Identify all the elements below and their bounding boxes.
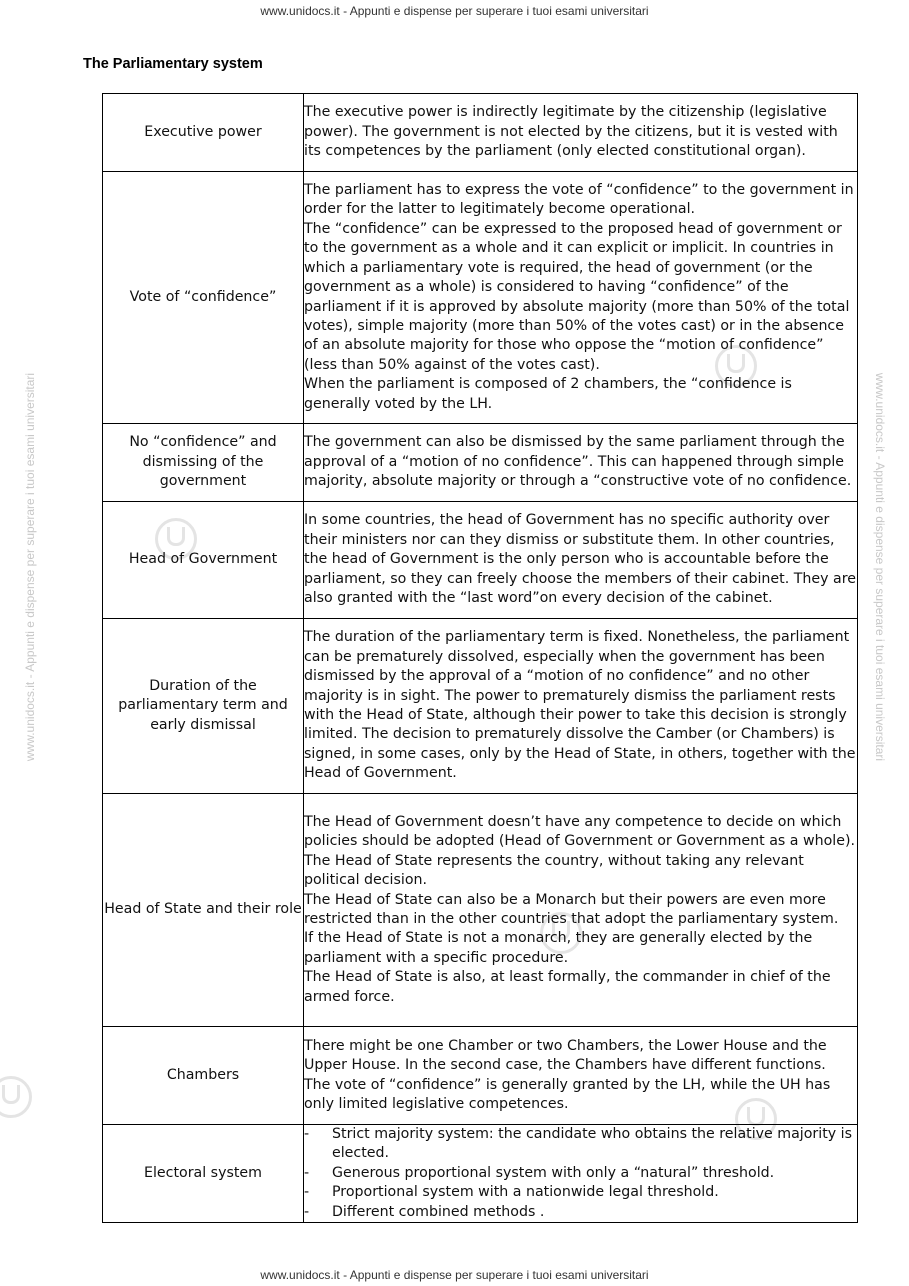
- footer-watermark-banner: www.unidocs.it - Appunti e dispense per superare i tuoi esami universitari: [260, 1268, 649, 1282]
- list-item-text: Strict majority system: the candidate who obtains the relative majority is elected.: [332, 1126, 852, 1162]
- list-item: [304, 1203, 857, 1222]
- row-description-cell: [304, 94, 858, 172]
- table-row: [103, 1027, 858, 1125]
- list-dash-marker: -: [304, 1184, 310, 1201]
- row-description-cell: [304, 1027, 858, 1125]
- row-description-cell: [304, 794, 858, 1027]
- list-item-text: Generous proportional system with only a “natural” threshold.: [332, 1164, 775, 1181]
- parliamentary-system-table: [102, 93, 858, 1223]
- list-dash-marker: -: [304, 1126, 310, 1142]
- row-description-cell: [304, 172, 858, 424]
- list-item-text: Different combined methods .: [332, 1203, 545, 1220]
- list-dash-marker: -: [304, 1203, 310, 1220]
- row-topic-cell: Vote of “confidence”: [103, 172, 304, 424]
- table-row: [103, 794, 858, 1027]
- description-paragraph: The parliament has to express the vote of “confidence” to the government in order for the latter to legitimately become operational.: [304, 182, 854, 218]
- table-row: [103, 502, 858, 619]
- row-description-cell: [304, 619, 858, 794]
- row-topic-cell: Duration of the parliamentary term and early dismissal: [103, 619, 304, 794]
- unidocs-logo-icon: [0, 1076, 32, 1118]
- table-row: [103, 94, 858, 172]
- table-row: [103, 619, 858, 794]
- table-row: [103, 1125, 858, 1223]
- header-watermark-banner: www.unidocs.it - Appunti e dispense per superare i tuoi esami universitari: [260, 4, 649, 18]
- row-description-cell: [304, 502, 858, 619]
- description-paragraph: The Head of State can also be a Monarch but their powers are even more restricted than in the other countries that adopt the parliamentary system.: [304, 891, 839, 927]
- row-topic-cell: Electoral system: [103, 1125, 304, 1223]
- list-dash-marker: -: [304, 1164, 310, 1181]
- description-paragraph: The Head of State is also, at least formally, the commander in chief of the armed force.: [304, 969, 831, 1005]
- list-item: [304, 1164, 857, 1183]
- description-paragraph: The duration of the parliamentary term is fixed. Nonetheless, the parliament can be prematurely dissolved, especially when the government has been dismissed by the approval of a “motion of no confidence” and no other majority is in sight. The power to prematurely dismiss the parliament rests with the Head of State, although their power to take this decision is strongly limited. The decision to prematurely dissolve the Camber (or Chambers) is signed, in some cases, only by the Head of State, in others, together with the Head of Government.: [304, 629, 856, 782]
- description-paragraph: When the parliament is composed of 2 chambers, the “confidence is generally voted by the LH.: [304, 376, 792, 412]
- row-topic-cell: Executive power: [103, 94, 304, 172]
- row-topic-cell: Head of State and their role: [103, 794, 304, 1027]
- row-topic-cell: No “confidence” and dismissing of the government: [103, 424, 304, 502]
- description-paragraph: The government can also be dismissed by the same parliament through the approval of a “motion of no confidence”. This can happened through simple majority, absolute majority or through a “constructive vote of no confidence.: [304, 434, 852, 490]
- row-topic-cell: Chambers: [103, 1027, 304, 1125]
- electoral-system-list: [304, 1125, 857, 1222]
- description-paragraph: In some countries, the head of Government has no specific authority over their ministers nor can they dismiss or substitute them. In other countries, the head of Government is the only person who is accountable before the parliament, so they can freely choose the members of their cabinet. They are also granted with the “last word”on every decision of the cabinet.: [304, 512, 856, 607]
- document-title: The Parliamentary system: [83, 56, 263, 72]
- row-description-cell: [304, 1125, 858, 1223]
- list-item: [304, 1183, 857, 1202]
- side-watermark-right: www.unidocs.it - Appunti e dispense per superare i tuoi esami universitari: [873, 372, 887, 762]
- description-paragraph: The Head of Government doesn’t have any competence to decide on which policies should be adopted (Head of Government or Government as a whole).: [304, 813, 856, 850]
- table-row: [103, 424, 858, 502]
- description-paragraph: The executive power is indirectly legitimate by the citizenship (legislative power). The government is not elected by the citizens, but it is vested with its competences by the parliament (only elected constitutional organ).: [304, 104, 838, 160]
- side-watermark-left: www.unidocs.it - Appunti e dispense per superare i tuoi esami universitari: [23, 372, 37, 762]
- description-paragraph: There might be one Chamber or two Chambers, the Lower House and the Upper House. In the second case, the Chambers have different functions.: [304, 1037, 827, 1074]
- description-paragraph: The vote of “confidence” is generally granted by the LH, while the UH has only limited legislative competences.: [304, 1076, 831, 1112]
- description-paragraph: If the Head of State is not a monarch, they are generally elected by the parliament with a specific procedure.: [304, 930, 813, 966]
- row-topic-cell: Head of Government: [103, 502, 304, 619]
- table-row: [103, 172, 858, 424]
- description-paragraph: The Head of State represents the country, without taking any relevant political decision.: [304, 852, 804, 889]
- row-description-cell: [304, 424, 858, 502]
- list-item-text: Proportional system with a nationwide legal threshold.: [332, 1184, 719, 1201]
- description-paragraph: The “confidence” can be expressed to the proposed head of government or to the government as a whole and it can explicit or implicit. In countries in which a parliamentary vote is required, the head of government (or the government as a whole) is considered to having “confidence” of the parliament if it is approved by absolute majority (more than 50% of the total votes), simple majority (more than 50% of the votes cast) or in the absence of an absolute majority for those who oppose the “motion of confidence” (less than 50% against of the votes cast).: [304, 220, 850, 373]
- list-item: [304, 1125, 857, 1164]
